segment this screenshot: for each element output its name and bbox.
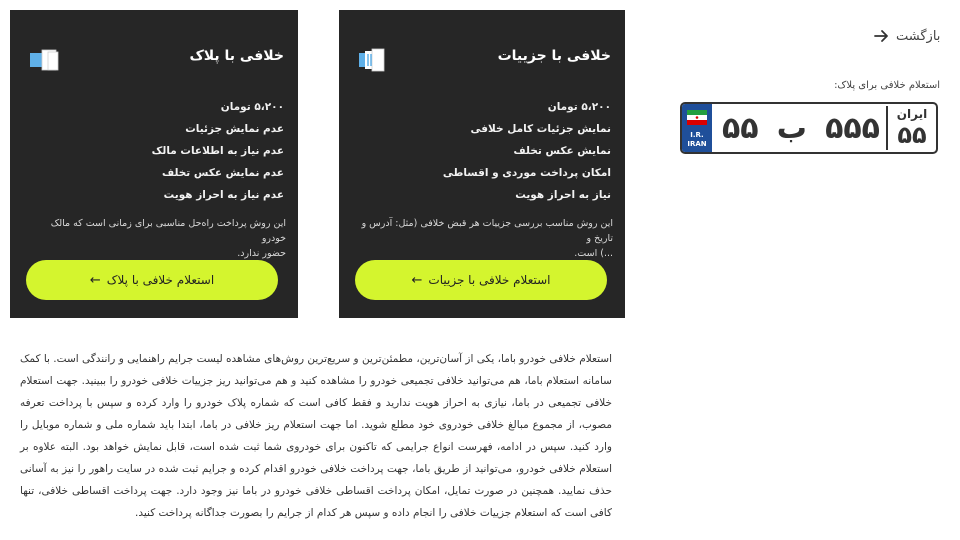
back-link[interactable] bbox=[872, 24, 942, 48]
plate-left-number: ۵۵ bbox=[722, 110, 759, 146]
button-label: استعلام خلافی با پلاک bbox=[106, 273, 215, 287]
card-description-line: این روش پرداخت راه‌حل مناسبی برای زمانی است که مالک خودرو bbox=[50, 218, 286, 244]
card-description-line: ...) است. bbox=[574, 248, 613, 259]
feature-item: ۵،۲۰۰ تومان bbox=[220, 101, 284, 113]
feature-list bbox=[443, 96, 611, 206]
feature-item: نیاز به احراز هویت bbox=[515, 189, 611, 201]
plate-region-code: ۵۵ bbox=[897, 121, 927, 149]
iran-flag-icon bbox=[687, 110, 707, 125]
feature-item: عدم نمایش جزئیات bbox=[185, 123, 284, 135]
feature-item: عدم نیاز به احراز هویت bbox=[163, 189, 284, 201]
back-label: بازگشت bbox=[896, 28, 941, 44]
feature-item: ۵،۲۰۰ تومان bbox=[547, 101, 611, 113]
card-description-line: این روش مناسب بررسی جزییات هر قبض خلافی (مثل: آدرس و تاریخ و bbox=[361, 218, 613, 244]
card-description bbox=[36, 216, 286, 261]
plate-middle-number: ۵۵۵ bbox=[825, 110, 880, 146]
card-plate-inquiry bbox=[10, 10, 298, 318]
receipt-icon bbox=[28, 48, 68, 72]
article-text: استعلام خلافی خودرو باما، یکی از آسان‌ترین، مطمئن‌ترین و سریع‌ترین روش‌های مشاهده لیست جرایم راهنمایی و رانندگی است. با کمک سامانه استعلام باما، هم می‌توانید خلافی تجمیعی خودرو را مشاهده کنید و هم می‌توانید ریز جزییات خلافی خودرو را ببینید. جهت استعلام خلافی تجمیعی در باما، نیازی به احراز هویت ندارید و فقط کافی است که شماره پلاک خودرو را وارد کرده و سپس با پرداخت تعرفه مصوب، از مجموع مبالغ خلافی خودروی خود مطلع شوید. اما جهت استعلام ریز خلافی در باما، ابتدا باید شماره ملی و شماره موبایل را وارد کنید. سپس در ادامه، فهرست انواع جرایمی که تاکنون برای خودروی شما ثبت شده است، قابل نمایش خواهد بود. البته علاوه بر استعلام خلافی خودرو، می‌توانید از طریق باما، جهت پرداخت خلافی خودرو اقدام کرده و جرایم ثبت شده در سایت راهور را نیز به آسانی حذف نمایید. همچنین در صورت تمایل، امکان پرداخت اقساطی خلافی خودرو در باما نیز وجود دارد. جهت پرداخت اقساطی خلافی، تنها کافی است که استعلام جزییات خلافی را انجام داده و سپس هر کدام از جرایم را بصورت جداگانه پرداخت کنید. bbox=[20, 353, 612, 519]
plate-country-fa: ایران bbox=[896, 107, 928, 121]
plate-country-strip bbox=[682, 104, 712, 152]
license-plate bbox=[680, 102, 938, 154]
feature-list bbox=[152, 96, 284, 206]
plate-region bbox=[888, 104, 936, 152]
feature-item: عدم نمایش عکس تخلف bbox=[161, 167, 284, 179]
feature-item: نمایش عکس تخلف bbox=[513, 145, 611, 157]
card-description bbox=[351, 216, 613, 261]
card-title: خلافی با جزییات bbox=[497, 48, 611, 64]
receipt-stack-icon bbox=[357, 48, 397, 72]
arrow-left-icon: ← bbox=[411, 272, 423, 288]
feature-item: عدم نیاز به اطلاعات مالک bbox=[151, 145, 284, 157]
card-title: خلافی با پلاک bbox=[189, 48, 284, 64]
plate-caption: استعلام خلافی برای پلاک: bbox=[834, 80, 940, 91]
plate-main-number bbox=[716, 104, 886, 152]
detailed-inquiry-button[interactable] bbox=[355, 260, 607, 300]
card-detailed-inquiry bbox=[339, 10, 625, 318]
arrow-left-icon: ← bbox=[89, 272, 101, 288]
feature-item: امکان پرداخت موردی و اقساطی bbox=[442, 167, 611, 179]
plate-letter: ب bbox=[776, 110, 807, 146]
feature-item: نمایش جزئیات کامل خلافی bbox=[470, 123, 611, 135]
plate-inquiry-button[interactable] bbox=[26, 260, 278, 300]
plate-country-latin: I.R. IRAN bbox=[687, 131, 707, 148]
card-description-line: حضور ندارد. bbox=[237, 248, 286, 259]
arrow-right-icon bbox=[872, 27, 890, 45]
button-label: استعلام خلافی با جزییات bbox=[428, 273, 551, 287]
